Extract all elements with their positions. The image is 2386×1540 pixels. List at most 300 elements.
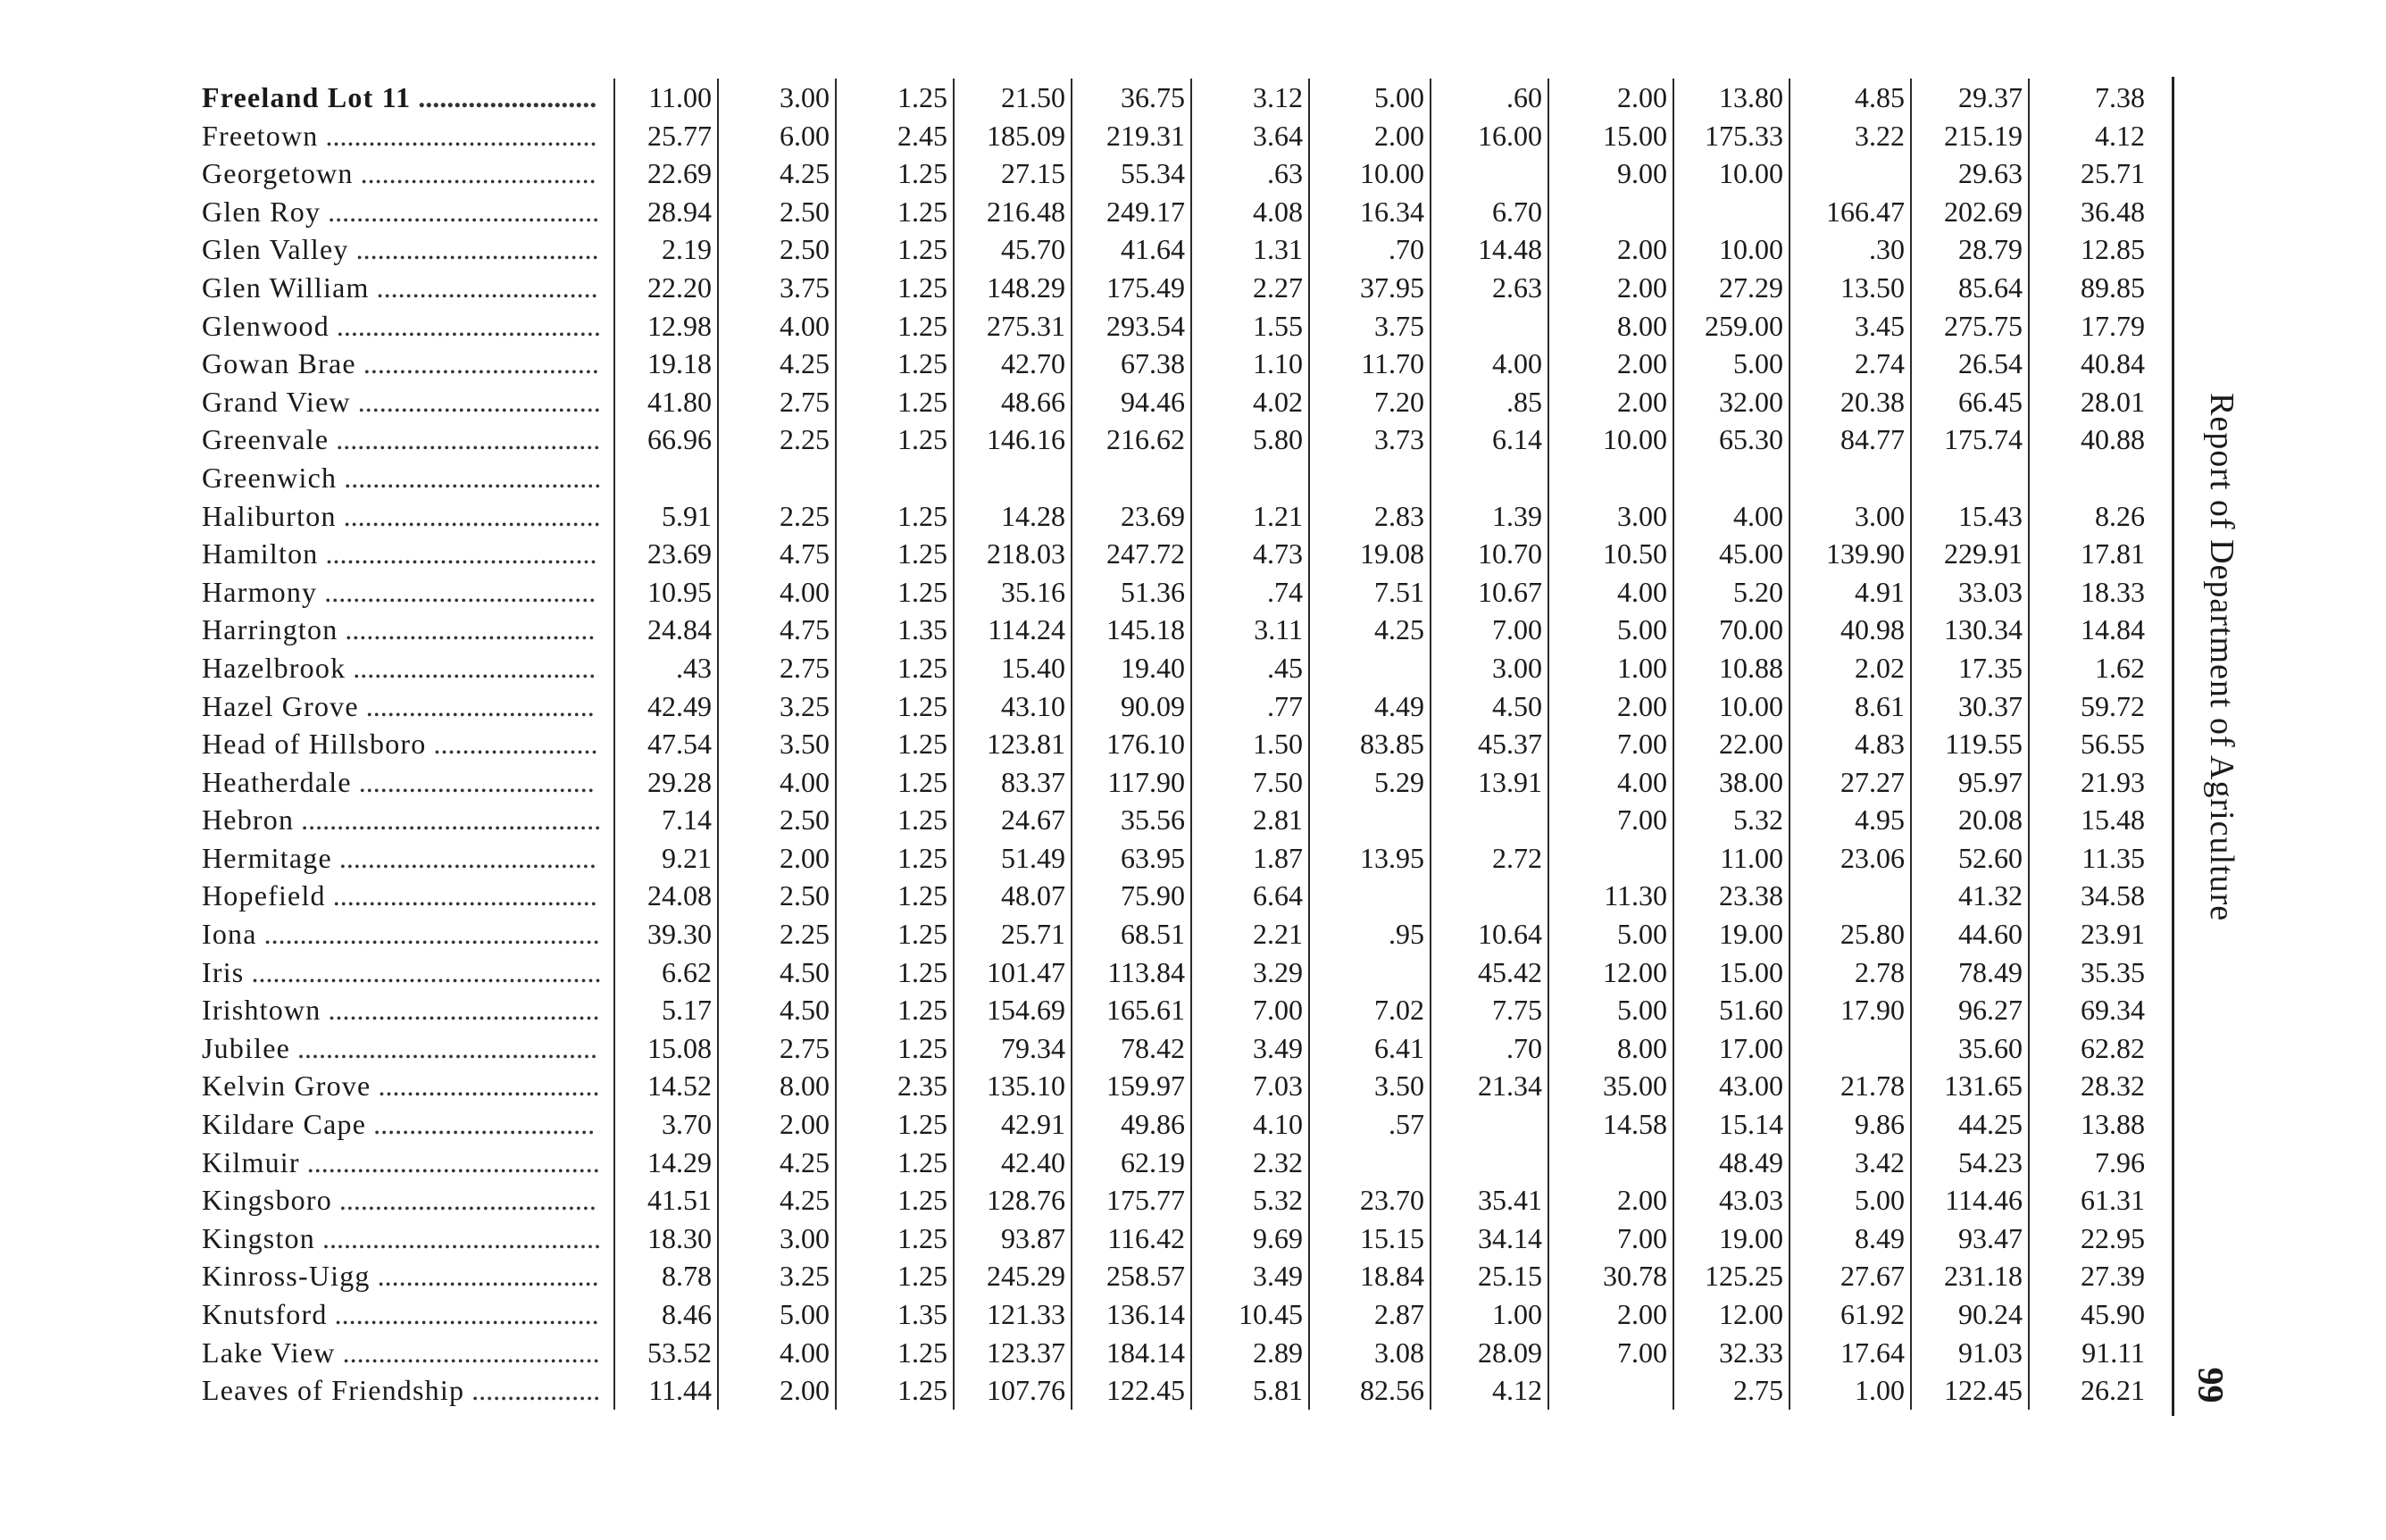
table-row (202, 573, 2150, 612)
table-row (202, 725, 2150, 763)
amount-cell: 23.38 (1673, 877, 1790, 915)
amount-cell: 2.83 (1309, 497, 1431, 536)
district-name: Knutsford (202, 1298, 328, 1330)
table-row (202, 915, 2150, 953)
amount-cell (1431, 1144, 1548, 1182)
amount-cell: 4.00 (1673, 497, 1790, 536)
amount-cell: 54.23 (1911, 1144, 2029, 1182)
amount-cell: 23.69 (1072, 497, 1191, 536)
amount-cell (1431, 1105, 1548, 1144)
leader-dots: ....................................... (314, 1221, 601, 1254)
amount-cell: 26.21 (2081, 1374, 2145, 1407)
amount-cell: 1.25 (836, 79, 954, 117)
district-name: Glenwood (202, 309, 330, 342)
amount-cell: 215.19 (1911, 117, 2029, 155)
amount-cell (1309, 1144, 1431, 1182)
amount-cell: 123.81 (954, 725, 1072, 763)
amount-cell: 2.75 (718, 649, 836, 687)
amount-cell: 20.38 (1790, 383, 1911, 421)
page-number-text: 99 (2190, 1367, 2232, 1403)
leader-dots: ................................................. (244, 955, 602, 988)
amount-cell (836, 459, 954, 497)
amount-cell: 122.45 (1072, 1371, 1191, 1410)
amount-cell: 258.57 (1072, 1257, 1191, 1295)
amount-cell: 22.95 (2081, 1221, 2145, 1254)
district-name-cell (202, 345, 614, 383)
table-row (202, 1105, 2150, 1144)
amount-cell: 9.00 (1548, 154, 1673, 193)
amount-cell (1431, 459, 1548, 497)
school-accounts-table (202, 79, 2150, 1410)
amount-cell: 6.41 (1309, 1029, 1431, 1068)
amount-cell: 1.55 (1191, 307, 1309, 345)
amount-cell: 68.51 (1072, 915, 1191, 953)
amount-cell: 10.70 (1431, 535, 1548, 573)
amount-cell: 123.37 (954, 1334, 1072, 1372)
amount-cell: 79.34 (954, 1029, 1072, 1068)
table-row (202, 763, 2150, 802)
amount-cell: 2.78 (1790, 953, 1911, 992)
district-name: Hopefield (202, 879, 326, 912)
amount-cell: 216.62 (1072, 420, 1191, 459)
amount-cell: 10.00 (1673, 230, 1790, 269)
amount-cell: 2.25 (718, 420, 836, 459)
amount-cell: 62.82 (2081, 1031, 2145, 1064)
amount-cell: 30.37 (1911, 687, 2029, 726)
amount-cell (1309, 649, 1431, 687)
amount-cell: 14.48 (1431, 230, 1548, 269)
leader-dots: ................................. (351, 765, 595, 798)
amount-cell (1790, 1029, 1911, 1068)
amount-cell: 24.08 (614, 877, 718, 915)
district-name: Grand View (202, 385, 351, 418)
table-row (202, 420, 2150, 459)
amount-cell: 19.18 (614, 345, 718, 383)
district-name: Kilmuir (202, 1145, 300, 1178)
amount-cell: 85.64 (1911, 269, 2029, 307)
amount-cell: 25.77 (614, 117, 718, 155)
amount-cell: 4.25 (718, 154, 836, 193)
amount-cell: 8.26 (2095, 499, 2145, 532)
amount-cell: 5.20 (1673, 573, 1790, 612)
district-name: Iris (202, 955, 245, 988)
amount-cell: 10.00 (1673, 154, 1790, 193)
leader-dots: ......................................... (299, 1145, 600, 1178)
amount-cell: 38.00 (1673, 763, 1790, 802)
amount-cell: 41.80 (614, 383, 718, 421)
amount-cell (1309, 801, 1431, 839)
amount-cell: 4.00 (718, 573, 836, 612)
amount-cell: 35.00 (1548, 1067, 1673, 1105)
amount-cell: 45.37 (1431, 725, 1548, 763)
amount-cell: 166.47 (1790, 193, 1911, 231)
amount-cell: 15.43 (1911, 497, 2029, 536)
amount-cell: 4.50 (1431, 687, 1548, 726)
district-name: Hebron (202, 803, 295, 837)
amount-cell: 3.50 (1309, 1067, 1431, 1105)
amount-cell: 5.80 (1191, 420, 1309, 459)
amount-cell: 15.00 (1673, 953, 1790, 992)
table-row (202, 497, 2150, 536)
amount-cell: 218.03 (954, 535, 1072, 573)
amount-cell: 4.95 (1790, 801, 1911, 839)
table-row (202, 953, 2150, 992)
amount-cell: 13.88 (2081, 1108, 2145, 1141)
amount-cell: .77 (1191, 687, 1309, 726)
amount-cell: 1.25 (836, 953, 954, 992)
amount-cell: 18.33 (2081, 575, 2145, 608)
amount-cell: 3.29 (1191, 953, 1309, 992)
amount-cell: 9.69 (1191, 1220, 1309, 1258)
amount-cell: 49.86 (1072, 1105, 1191, 1144)
amount-cell: 5.00 (1548, 611, 1673, 649)
amount-cell: 19.40 (1072, 649, 1191, 687)
district-name: Greenvale (202, 423, 330, 456)
amount-cell: 1.00 (1431, 1295, 1548, 1334)
amount-cell (1309, 877, 1431, 915)
amount-cell: 35.16 (954, 573, 1072, 612)
amount-cell: 4.10 (1191, 1105, 1309, 1144)
amount-cell: 2.00 (1309, 117, 1431, 155)
amount-cell: 24.84 (614, 611, 718, 649)
amount-cell: 145.18 (1072, 611, 1191, 649)
amount-cell: 114.46 (1911, 1181, 2029, 1220)
district-name: Harrington (202, 613, 338, 646)
amount-cell: 42.91 (954, 1105, 1072, 1144)
district-name: Kildare Cape (202, 1108, 367, 1141)
amount-cell: 29.37 (1911, 79, 2029, 117)
amount-cell: 2.50 (718, 877, 836, 915)
table-row (202, 230, 2150, 269)
table-row (202, 154, 2150, 193)
amount-cell: 2.21 (1191, 915, 1309, 953)
amount-cell: 94.46 (1072, 383, 1191, 421)
amount-cell: 202.69 (1911, 193, 2029, 231)
amount-cell: 175.49 (1072, 269, 1191, 307)
amount-cell: 28.01 (2081, 385, 2145, 418)
amount-cell: 1.25 (836, 535, 954, 573)
amount-cell (1790, 154, 1911, 193)
amount-cell (1911, 459, 2029, 497)
amount-cell: 8.46 (614, 1295, 718, 1334)
amount-cell: 4.85 (1790, 79, 1911, 117)
leader-dots: ................................... (338, 613, 596, 646)
district-name-cell (202, 877, 614, 915)
amount-cell: 17.81 (2081, 537, 2145, 570)
amount-cell: 17.79 (2081, 309, 2145, 342)
amount-cell: 48.07 (954, 877, 1072, 915)
amount-cell: 1.25 (836, 420, 954, 459)
amount-cell: 25.15 (1431, 1257, 1548, 1295)
amount-cell: 42.40 (954, 1144, 1072, 1182)
amount-cell: 3.75 (1309, 307, 1431, 345)
district-name: Hamilton (202, 537, 319, 570)
amount-cell (1309, 459, 1431, 497)
amount-cell: 8.49 (1790, 1220, 1911, 1258)
table-row (202, 1029, 2150, 1068)
amount-cell: 1.25 (836, 763, 954, 802)
amount-cell: 1.25 (836, 193, 954, 231)
amount-cell (718, 459, 836, 497)
leader-dots: .................................... (337, 461, 602, 494)
amount-cell: 1.00 (1790, 1371, 1911, 1410)
amount-cell: 1.87 (1191, 839, 1309, 878)
amount-cell: 4.75 (718, 611, 836, 649)
amount-cell: 37.95 (1309, 269, 1431, 307)
amount-cell: 35.41 (1431, 1181, 1548, 1220)
amount-cell: 45.42 (1431, 953, 1548, 992)
amount-cell: 7.00 (1548, 1220, 1673, 1258)
amount-cell: .74 (1191, 573, 1309, 612)
amount-cell: 1.21 (1191, 497, 1309, 536)
amount-cell: 3.00 (718, 79, 836, 117)
amount-cell: 89.85 (2081, 271, 2145, 304)
amount-cell: 175.33 (1673, 117, 1790, 155)
district-name-cell (202, 154, 614, 193)
amount-cell: 19.00 (1673, 1220, 1790, 1258)
amount-cell: 2.25 (718, 497, 836, 536)
amount-cell: 135.10 (954, 1067, 1072, 1105)
amount-cell: 21.34 (1431, 1067, 1548, 1105)
amount-cell: 10.88 (1673, 649, 1790, 687)
amount-cell: 21.50 (954, 79, 1072, 117)
amount-cell: 4.91 (1790, 573, 1911, 612)
amount-cell: 136.14 (1072, 1295, 1191, 1334)
district-name-cell (202, 79, 614, 117)
amount-cell: 130.34 (1911, 611, 2029, 649)
table-row (202, 1220, 2150, 1258)
amount-cell: 4.02 (1191, 383, 1309, 421)
amount-cell: 2.50 (718, 230, 836, 269)
amount-cell: 5.17 (614, 991, 718, 1029)
amount-cell: 19.08 (1309, 535, 1431, 573)
amount-cell: 15.15 (1309, 1220, 1431, 1258)
leader-dots: .......................................... (290, 1031, 598, 1064)
amount-cell: 21.78 (1790, 1067, 1911, 1105)
amount-cell: 14.28 (954, 497, 1072, 536)
district-name-cell (202, 725, 614, 763)
amount-cell: 2.00 (718, 1371, 836, 1410)
leader-dots: ............................... (371, 1070, 600, 1103)
amount-cell: 59.72 (2081, 689, 2145, 722)
amount-cell: 40.98 (1790, 611, 1911, 649)
amount-cell: 40.88 (2081, 423, 2145, 456)
amount-cell: 101.47 (954, 953, 1072, 992)
amount-cell: 19.00 (1673, 915, 1790, 953)
amount-cell: 185.09 (954, 117, 1072, 155)
amount-cell: 4.12 (1431, 1371, 1548, 1410)
amount-cell: 35.56 (1072, 801, 1191, 839)
amount-cell: 7.50 (1191, 763, 1309, 802)
amount-cell: 1.25 (836, 1029, 954, 1068)
amount-cell: 15.14 (1673, 1105, 1790, 1144)
amount-cell: 3.00 (1431, 649, 1548, 687)
amount-cell: 14.84 (2081, 613, 2145, 646)
amount-cell: 16.00 (1431, 117, 1548, 155)
amount-cell: 107.76 (954, 1371, 1072, 1410)
table-row (202, 1371, 2150, 1410)
amount-cell: 4.00 (718, 307, 836, 345)
amount-cell: 7.00 (1548, 1334, 1673, 1372)
amount-cell: 32.00 (1673, 383, 1790, 421)
amount-cell: 43.03 (1673, 1181, 1790, 1220)
district-name-cell (202, 763, 614, 802)
amount-cell: 26.54 (1911, 345, 2029, 383)
amount-cell: 5.32 (1191, 1181, 1309, 1220)
amount-cell: 44.60 (1911, 915, 2029, 953)
amount-cell: 21.93 (2081, 765, 2145, 798)
table-row (202, 1295, 2150, 1334)
amount-cell: 13.91 (1431, 763, 1548, 802)
amount-cell: 1.25 (836, 1105, 954, 1144)
amount-cell: 15.48 (2081, 803, 2145, 837)
leader-dots: .................................. (350, 385, 601, 418)
amount-cell: 61.31 (2081, 1184, 2145, 1217)
amount-cell: 4.25 (718, 1144, 836, 1182)
table-row (202, 611, 2150, 649)
amount-cell: 43.10 (954, 687, 1072, 726)
amount-cell: 6.62 (614, 953, 718, 992)
amount-cell: 23.06 (1790, 839, 1911, 878)
district-name: Hazelbrook (202, 651, 346, 684)
amount-cell: 14.58 (1548, 1105, 1673, 1144)
amount-cell: .57 (1309, 1105, 1431, 1144)
amount-cell: 3.25 (718, 687, 836, 726)
district-name: Georgetown (202, 157, 354, 190)
district-name: Greenwich (202, 461, 338, 494)
amount-cell: 1.25 (836, 687, 954, 726)
amount-cell: 13.80 (1673, 79, 1790, 117)
amount-cell: 28.94 (614, 193, 718, 231)
amount-cell: 116.42 (1072, 1220, 1191, 1258)
amount-cell: 11.30 (1548, 877, 1673, 915)
leader-dots: ...................................... (318, 537, 597, 570)
amount-cell: 30.78 (1548, 1257, 1673, 1295)
amount-cell: 2.32 (1191, 1144, 1309, 1182)
amount-cell: 2.00 (718, 839, 836, 878)
leader-dots: ............................... (369, 271, 598, 304)
leader-dots: ..................................... (329, 309, 601, 342)
district-name-cell (202, 687, 614, 726)
district-name-cell (202, 420, 614, 459)
page-number (2190, 1364, 2247, 1418)
amount-cell: 7.00 (1431, 611, 1548, 649)
amount-cell: 34.14 (1431, 1220, 1548, 1258)
amount-cell: 41.32 (1911, 877, 2029, 915)
amount-cell (1431, 801, 1548, 839)
district-name-cell (202, 269, 614, 307)
running-head (2202, 393, 2256, 1107)
amount-cell: 4.00 (1548, 573, 1673, 612)
leader-dots: ...................................... (317, 575, 596, 608)
amount-cell: 229.91 (1911, 535, 2029, 573)
amount-cell (1548, 839, 1673, 878)
amount-cell: 7.02 (1309, 991, 1431, 1029)
table-row (202, 1067, 2150, 1105)
amount-cell: 5.00 (1309, 79, 1431, 117)
amount-cell: 1.39 (1431, 497, 1548, 536)
amount-cell: 4.08 (1191, 193, 1309, 231)
amount-cell: 148.29 (954, 269, 1072, 307)
table-row (202, 459, 2150, 497)
amount-cell: 27.27 (1790, 763, 1911, 802)
amount-cell: 16.34 (1309, 193, 1431, 231)
amount-cell: .70 (1431, 1029, 1548, 1068)
amount-cell: 5.91 (614, 497, 718, 536)
amount-cell: 2.25 (718, 915, 836, 953)
district-name-cell (202, 117, 614, 155)
amount-cell: 5.00 (1548, 991, 1673, 1029)
amount-cell: 131.65 (1911, 1067, 2029, 1105)
amount-cell: 4.49 (1309, 687, 1431, 726)
amount-cell: 1.25 (836, 1181, 954, 1220)
amount-cell: 1.25 (836, 497, 954, 536)
amount-cell: 249.17 (1072, 193, 1191, 231)
amount-cell: 2.27 (1191, 269, 1309, 307)
amount-cell (1673, 459, 1790, 497)
amount-cell: 15.00 (1548, 117, 1673, 155)
amount-cell: 8.00 (718, 1067, 836, 1105)
table-row (202, 1257, 2150, 1295)
amount-cell: 40.84 (2081, 347, 2145, 380)
amount-cell: 2.19 (614, 230, 718, 269)
amount-cell: 10.00 (1548, 420, 1673, 459)
district-name-cell (202, 915, 614, 953)
amount-cell: 2.00 (718, 1105, 836, 1144)
amount-cell: 29.28 (614, 763, 718, 802)
amount-cell: .95 (1309, 915, 1431, 953)
amount-cell: 2.75 (718, 383, 836, 421)
amount-cell: 2.02 (1790, 649, 1911, 687)
amount-cell: 29.63 (1911, 154, 2029, 193)
vertical-rule (2172, 77, 2174, 1416)
district-name-cell (202, 991, 614, 1029)
amount-cell: 39.30 (614, 915, 718, 953)
amount-cell: 12.00 (1548, 953, 1673, 992)
amount-cell: 1.25 (836, 1220, 954, 1258)
table-row (202, 839, 2150, 878)
leader-dots: ................................. (353, 157, 596, 190)
amount-cell (1431, 154, 1548, 193)
amount-cell: 4.00 (1431, 345, 1548, 383)
amount-cell: 18.30 (614, 1220, 718, 1258)
amount-cell: 1.50 (1191, 725, 1309, 763)
amount-cell: 2.89 (1191, 1334, 1309, 1372)
leader-dots: ....................... (426, 728, 598, 761)
amount-cell: 1.31 (1191, 230, 1309, 269)
amount-cell (1548, 193, 1673, 231)
leader-dots: .......................................... (294, 803, 602, 837)
amount-cell: 1.25 (836, 269, 954, 307)
amount-cell: 7.03 (1191, 1067, 1309, 1105)
amount-cell: 2.50 (718, 801, 836, 839)
amount-cell: 159.97 (1072, 1067, 1191, 1105)
amount-cell: 1.25 (836, 839, 954, 878)
amount-cell: 122.45 (1911, 1371, 2029, 1410)
amount-cell: 113.84 (1072, 953, 1191, 992)
amount-cell: 4.75 (718, 535, 836, 573)
amount-cell: 2.45 (836, 117, 954, 155)
amount-cell: 1.00 (1548, 649, 1673, 687)
amount-cell: 7.96 (2095, 1145, 2145, 1178)
amount-cell: 7.14 (614, 801, 718, 839)
district-name: Kelvin Grove (202, 1070, 371, 1103)
leader-dots: .................................... (335, 1336, 600, 1369)
amount-cell: 13.50 (1790, 269, 1911, 307)
amount-cell: 8.00 (1548, 1029, 1673, 1068)
amount-cell: 154.69 (954, 991, 1072, 1029)
amount-cell: 6.14 (1431, 420, 1548, 459)
